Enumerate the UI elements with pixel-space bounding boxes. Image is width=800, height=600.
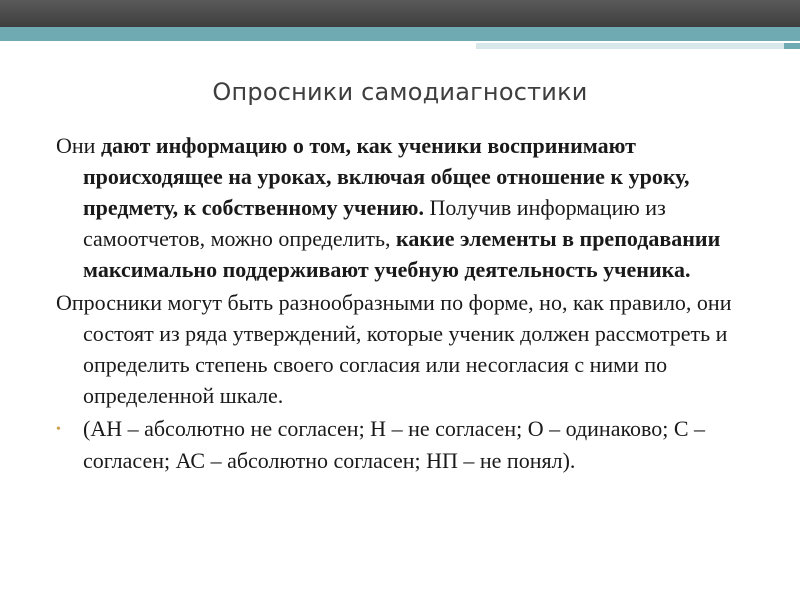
scale-legend-text: (АН – абсолютно не согласен; Н – не согласен; О – одинаково; С – согласен; АС – абсолютно согласен; НП – не понял).: [83, 416, 706, 473]
scale-bullet: [56, 413, 756, 476]
bullet-icon: •: [56, 422, 61, 437]
paragraph-info-lead: Они: [56, 133, 101, 158]
header-accent-stripe: [476, 43, 800, 49]
header-accent-bar: [0, 27, 800, 41]
paragraph-info-bold-2: какие элементы в преподавании максимально поддерживают учебную деятельность ученика.: [83, 226, 721, 282]
paragraph-info-bold-1: дают информацию о том, как ученики воспринимают происходящее на уроках, включая общее отношение к уроку, предмету, к собственному учению.: [83, 133, 690, 220]
paragraph-info: [56, 130, 756, 285]
paragraph-info-middle: Получив информацию из самоотчетов, можно определить,: [83, 195, 666, 251]
header-accent-square: [784, 43, 800, 49]
slide-body: [56, 130, 756, 476]
slide-title: Опросники самодиагностики: [212, 78, 588, 106]
header-dark-bar: [0, 0, 800, 27]
paragraph-forms: Опросники могут быть разнообразными по форме, но, как правило, они состоят из ряда утверждений, которые ученик должен рассмотреть и определить степень своего согласия или несогласия с ними по определенной шкале.: [56, 290, 732, 408]
